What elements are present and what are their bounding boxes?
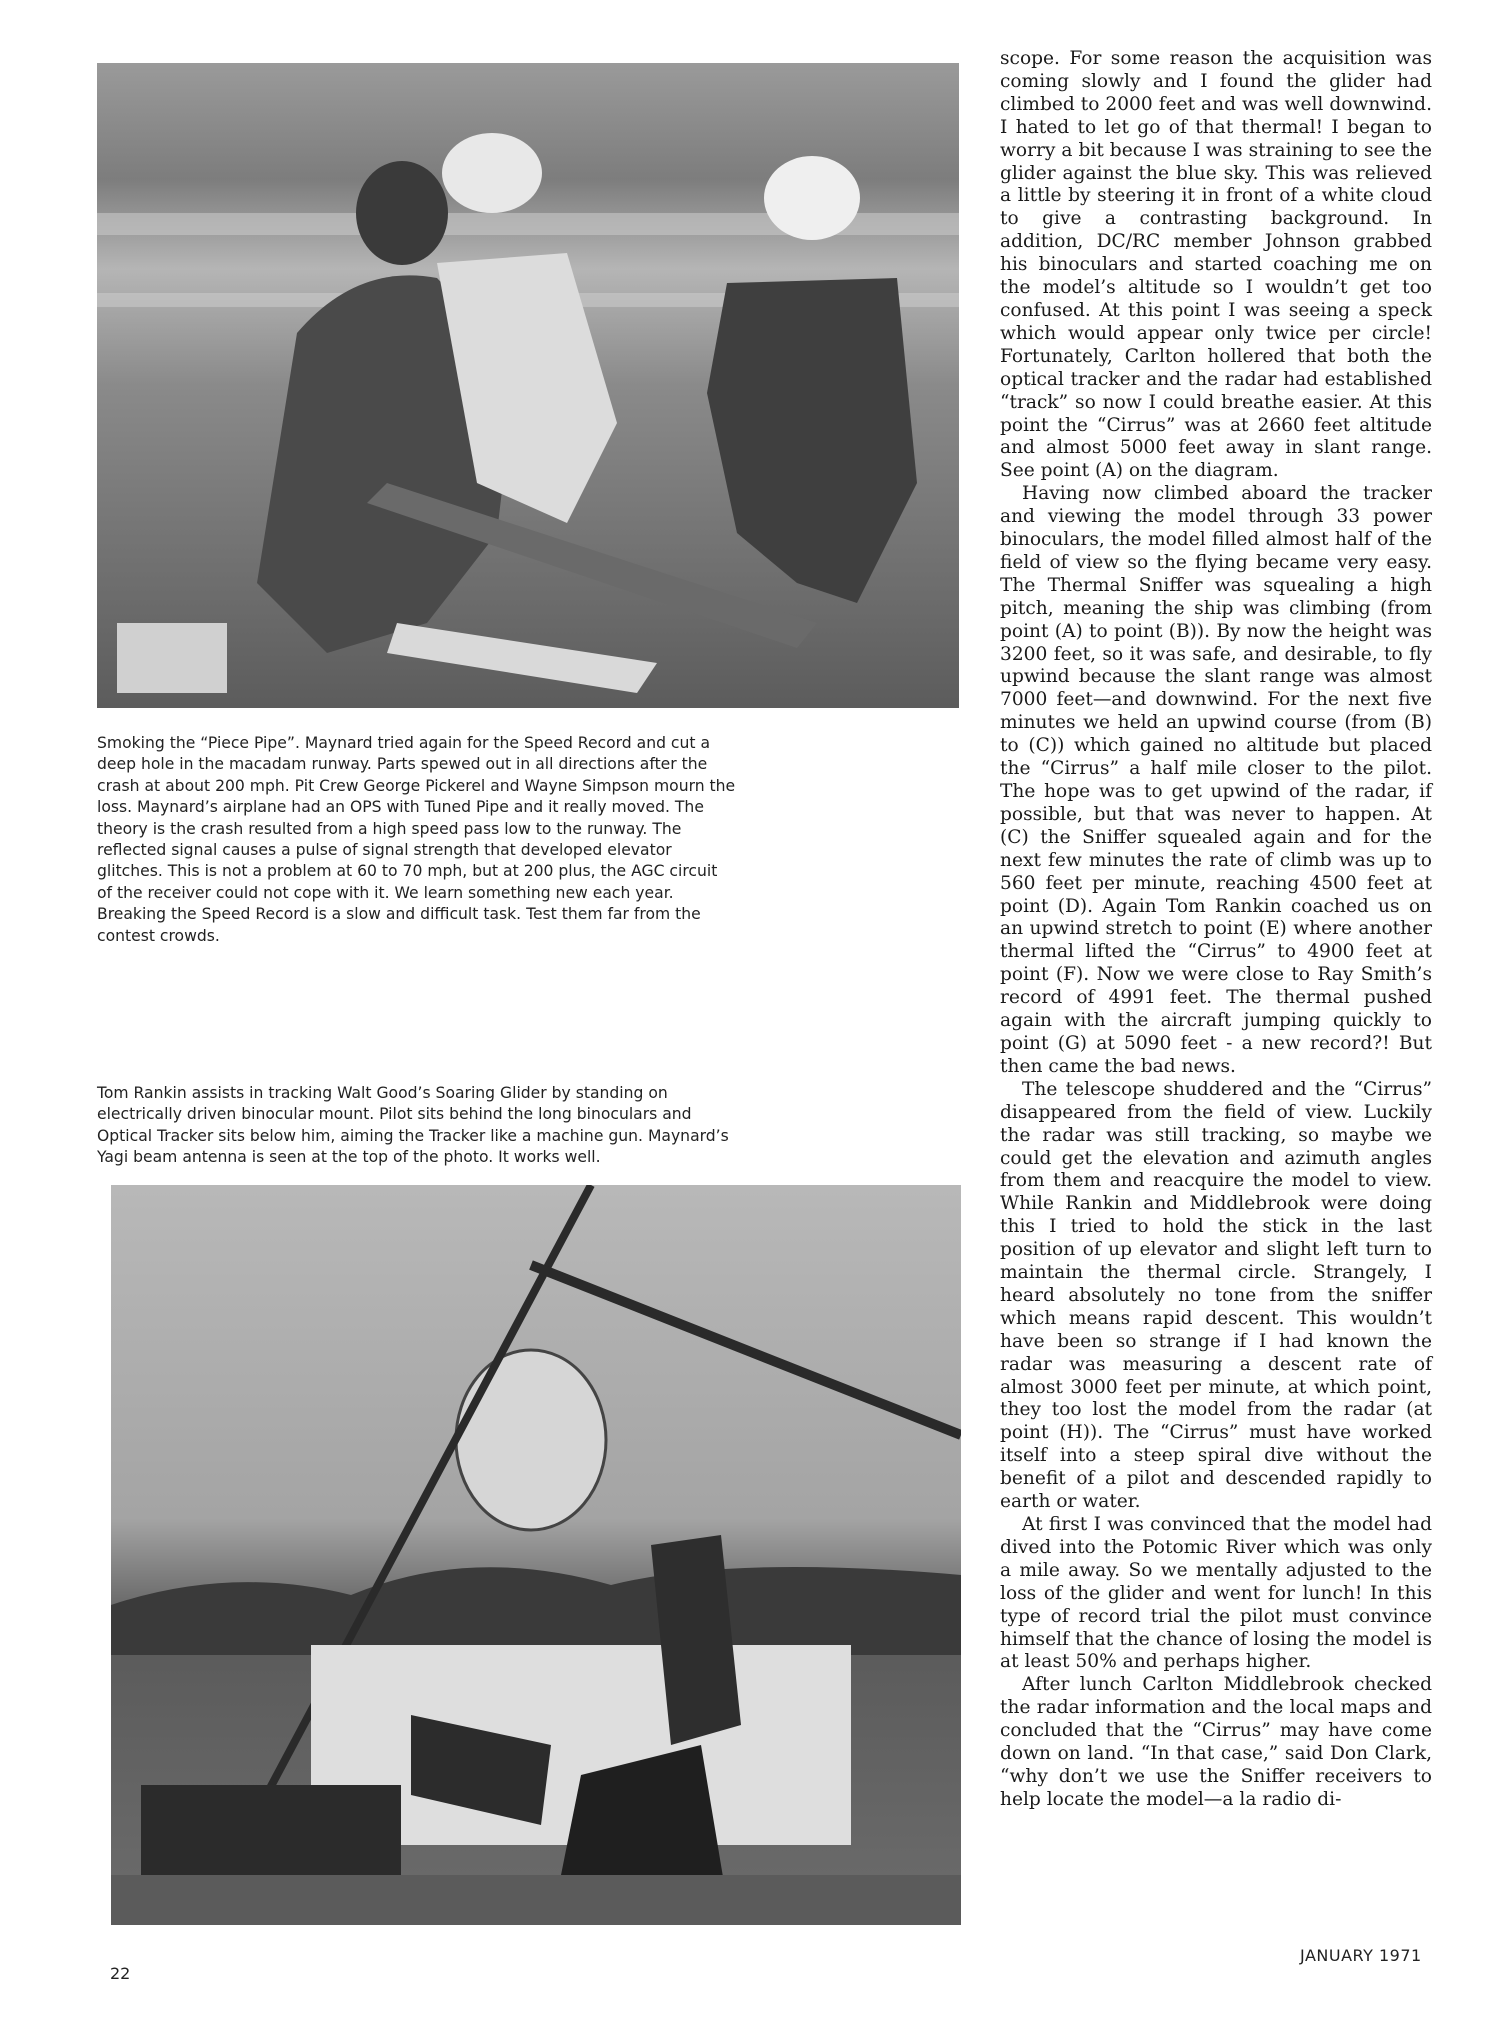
- page-number: 22: [110, 1964, 131, 1983]
- article-column: [1000, 48, 1432, 1812]
- photo-tracker-mount: [111, 1185, 961, 1925]
- article-paragraph: Having now climbed aboard the tracker and viewing the model through 33 power binoculars, the model filled almost half of the field of view so the flying became very easy. The Thermal Sniffer was squealing a high pitch, meaning the ship was climbing (from point (A) to point (B)). By now the height was 3200 feet, so it was safe, and desirable, to fly upwind because the slant range was almost 7000 feet—and downwind. For the next five minutes we held an upwind course (from (B) to (C)) which gained no altitude but placed the “Cirrus” a half mile closer to the pilot. The hope was to get upwind of the radar, if possible, but that was never to happen. At (C) the Sniffer squealed again and for the next few minutes the rate of climb was up to 560 feet per minute, reaching 4500 feet at point (D). Again Tom Rankin coached us on an upwind stretch to point (E) where another thermal lifted the “Cirrus” to 4900 feet at point (F). Now we were close to Ray Smith’s record of 4991 feet. The thermal pushed again with the aircraft jumping quickly to point (G) at 5090 feet - a new record?! But then came the bad news.: [1000, 483, 1432, 1077]
- article-paragraph: At first I was convinced that the model had dived into the Potomic River which was only a mile away. So we mentally adjusted to the loss of the glider and went for lunch! In this type of record trial the pilot must convince himself that the chance of losing the model is at least 50% and perhaps higher.: [1000, 1514, 1432, 1673]
- caption-tracking: Tom Rankin assists in tracking Walt Good’s Soaring Glider by standing on electrically driven binocular mount. Pilot sits behind the long binoculars and Optical Tracker sits below him, aiming the Tracker like a machine gun. Maynard’s Yagi beam antenna is seen at the top of the photo. It works well.: [97, 1084, 729, 1167]
- article-paragraph: scope. For some reason the acquisition was coming slowly and I found the glider had climbed to 2000 feet and was well downwind. I hated to let go of that thermal! I began to worry a bit because I was straining to see the glider against the blue sky. This was relieved a little by steering it in front of a white cloud to give a contrasting background. In addition, DC/RC member Johnson grabbed his binoculars and started coaching me on the model’s altitude so I wouldn’t get too confused. At this point I was seeing a speck which would appear only twice per circle! Fortunately, Carlton hollered that both the optical tracker and the radar had established “track” so now I could breathe easier. At this point the “Cirrus” was at 2660 feet altitude and almost 5000 feet away in slant range. See point (A) on the diagram.: [1000, 48, 1432, 482]
- issue-date: JANUARY 1971: [1300, 1946, 1422, 1965]
- article-paragraph: After lunch Carlton Middlebrook checked the radar information and the local maps and concluded that the “Cirrus” may have come down on land. “In that case,” said Don Clark, “why don’t we use the Sniffer receivers to help locate the model—a la radio di-: [1000, 1674, 1432, 1810]
- article-paragraph: The telescope shuddered and the “Cirrus” disappeared from the field of view. Luckily the radar was still tracking, so maybe we could get the elevation and azimuth angles from them and reacquire the model to view. While Rankin and Middlebrook were doing this I tried to hold the stick in the last position of up elevator and slight left turn to maintain the thermal circle. Strangely, I heard absolutely no tone from the sniffer which means rapid descent. This wouldn’t have been so strange if I had known the radar was measuring a descent rate of almost 3000 feet per minute, at which point, they too lost the model from the radar (at point (H)). The “Cirrus” must have worked itself into a steep spiral dive without the benefit of a pilot and descended rapidly to earth or water.: [1000, 1078, 1432, 1513]
- photo-runway-crew: [97, 63, 959, 708]
- caption-speed-record: Smoking the “Piece Pipe”. Maynard tried again for the Speed Record and cut a deep hole in the macadam runway. Parts spewed out in all directions after the crash at about 200 mph. Pit Crew George Pickerel and Wayne Simpson mourn the loss. Maynard’s airplane had an OPS with Tuned Pipe and it really moved. The theory is the crash resulted from a high speed pass low to the runway. The reflected signal causes a pulse of signal strength that developed elevator glitches. This is not a problem at 60 to 70 mph, but at 200 plus, the AGC circuit of the receiver could not cope with it. We learn something new each year. Breaking the Speed Record is a slow and difficult task. Test them far from the contest crowds.: [97, 734, 736, 945]
